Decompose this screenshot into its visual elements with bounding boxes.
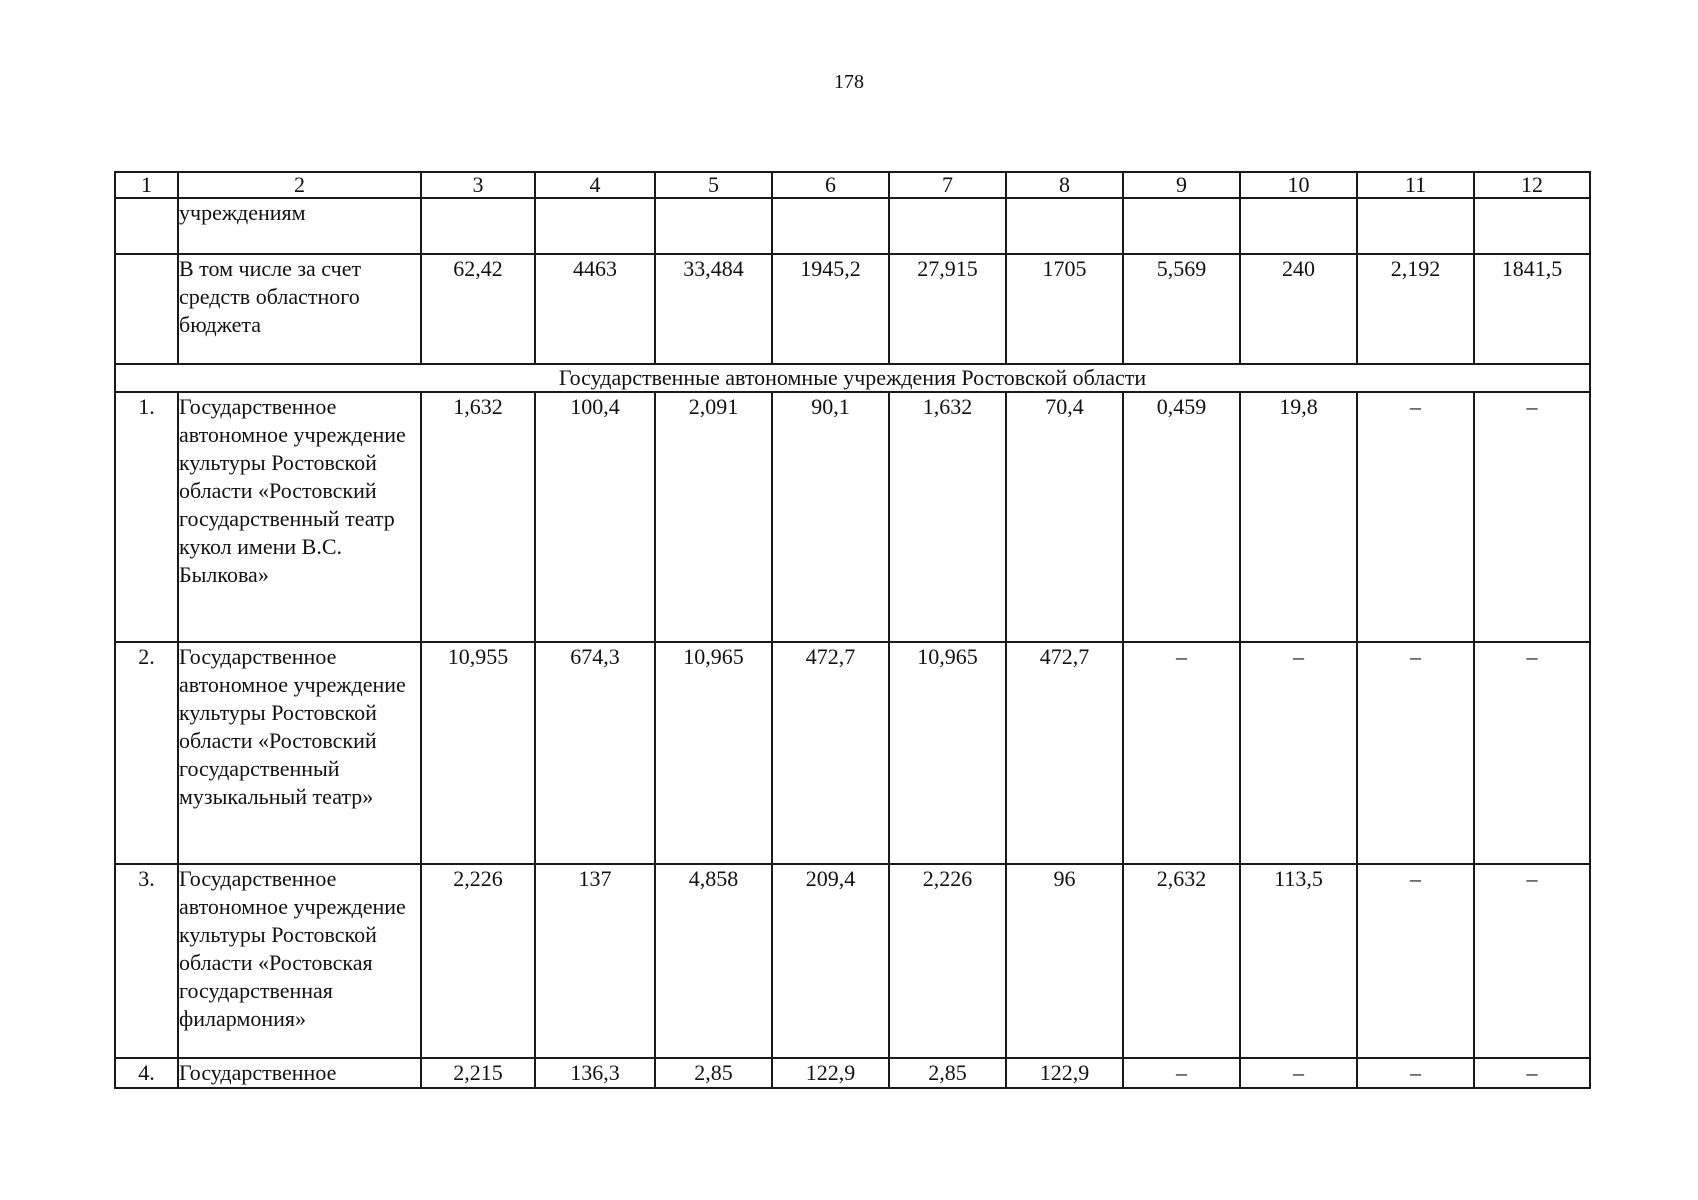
- table-cell: 10,965: [889, 642, 1006, 864]
- table-cell: [1006, 198, 1123, 254]
- table-cell: 1,632: [889, 392, 1006, 642]
- table-cell: –: [1240, 1058, 1357, 1088]
- table-cell: 240: [1240, 254, 1357, 364]
- row-index: 2.: [115, 642, 178, 864]
- table-cell: 100,4: [535, 392, 655, 642]
- row-index: 3.: [115, 864, 178, 1058]
- table-cell: 4463: [535, 254, 655, 364]
- table-row: [115, 642, 1590, 864]
- column-number: 3: [421, 172, 535, 198]
- budget-table: [114, 171, 1591, 1089]
- column-number: 6: [772, 172, 889, 198]
- column-number: 1: [115, 172, 178, 198]
- section-title: Государственные автономные учреждения Ростовской области: [115, 364, 1590, 392]
- table-cell: –: [1357, 392, 1474, 642]
- table-cell: 96: [1006, 864, 1123, 1058]
- table-cell: 2,226: [421, 864, 535, 1058]
- table-cell: –: [1123, 642, 1240, 864]
- table-cell: 19,8: [1240, 392, 1357, 642]
- column-number: 8: [1006, 172, 1123, 198]
- table-cell: 33,484: [655, 254, 772, 364]
- column-number: 5: [655, 172, 772, 198]
- table-cell: –: [1123, 1058, 1240, 1088]
- column-number: 11: [1357, 172, 1474, 198]
- table-cell: –: [1474, 392, 1590, 642]
- table-cell: –: [1240, 642, 1357, 864]
- table-cell: 2,215: [421, 1058, 535, 1088]
- table-cell: 10,965: [655, 642, 772, 864]
- table-cell: 2,091: [655, 392, 772, 642]
- section-header-row: [115, 364, 1590, 392]
- column-number-row: [115, 172, 1590, 198]
- table-cell: [655, 198, 772, 254]
- table-row-continuation: [115, 198, 1590, 254]
- row-index: [115, 254, 178, 364]
- row-name: учреждениям: [178, 198, 421, 254]
- table-cell: 0,459: [1123, 392, 1240, 642]
- table-row-regional-budget: [115, 254, 1590, 364]
- column-number: 12: [1474, 172, 1590, 198]
- table-cell: –: [1357, 642, 1474, 864]
- table-cell: –: [1357, 1058, 1474, 1088]
- table-cell: –: [1474, 642, 1590, 864]
- table-cell: 113,5: [1240, 864, 1357, 1058]
- table-cell: 10,955: [421, 642, 535, 864]
- row-name: Государственное автономное учреждение культуры Ростовской области «Ростовский государственный музыкальный театр»: [178, 642, 421, 864]
- row-index: 4.: [115, 1058, 178, 1088]
- table-cell: 1705: [1006, 254, 1123, 364]
- table-cell: 5,569: [1123, 254, 1240, 364]
- row-name: Государственное автономное учреждение культуры Ростовской области «Ростовский государственный театр кукол имени В.С. Былкова»: [178, 392, 421, 642]
- table-cell: 472,7: [1006, 642, 1123, 864]
- table-cell: 209,4: [772, 864, 889, 1058]
- table-cell: 2,226: [889, 864, 1006, 1058]
- table-row: [115, 392, 1590, 642]
- table-cell: –: [1474, 864, 1590, 1058]
- table-row: [115, 864, 1590, 1058]
- row-name: Государственное: [178, 1058, 421, 1088]
- table-cell: [889, 198, 1006, 254]
- page-number: 178: [834, 71, 864, 93]
- table-cell: 62,42: [421, 254, 535, 364]
- table-cell: [535, 198, 655, 254]
- column-number: 10: [1240, 172, 1357, 198]
- table-cell: 70,4: [1006, 392, 1123, 642]
- table-cell: [421, 198, 535, 254]
- table-cell: 674,3: [535, 642, 655, 864]
- table-cell: 137: [535, 864, 655, 1058]
- table-cell: [772, 198, 889, 254]
- row-name: Государственное автономное учреждение культуры Ростовской области «Ростовская государственная филармония»: [178, 864, 421, 1058]
- table-cell: [1474, 198, 1590, 254]
- table-cell: 2,85: [889, 1058, 1006, 1088]
- table-cell: 1841,5: [1474, 254, 1590, 364]
- table-cell: 472,7: [772, 642, 889, 864]
- table-cell: 136,3: [535, 1058, 655, 1088]
- table-cell: 2,85: [655, 1058, 772, 1088]
- table-cell: –: [1357, 864, 1474, 1058]
- table-cell: 1945,2: [772, 254, 889, 364]
- column-number: 9: [1123, 172, 1240, 198]
- table-cell: 27,915: [889, 254, 1006, 364]
- table-cell: [1357, 198, 1474, 254]
- table-cell: 4,858: [655, 864, 772, 1058]
- table-cell: 122,9: [772, 1058, 889, 1088]
- table-cell: [1240, 198, 1357, 254]
- table-cell: 2,192: [1357, 254, 1474, 364]
- table-cell: 1,632: [421, 392, 535, 642]
- column-number: 7: [889, 172, 1006, 198]
- table-cell: 122,9: [1006, 1058, 1123, 1088]
- column-number: 2: [178, 172, 421, 198]
- table-cell: –: [1474, 1058, 1590, 1088]
- column-number: 4: [535, 172, 655, 198]
- table-cell: 90,1: [772, 392, 889, 642]
- table-cell: [1123, 198, 1240, 254]
- table-cell: 2,632: [1123, 864, 1240, 1058]
- row-name: В том числе за счет средств областного бюджета: [178, 254, 421, 364]
- row-index: [115, 198, 178, 254]
- table-row: [115, 1058, 1590, 1088]
- row-index: 1.: [115, 392, 178, 642]
